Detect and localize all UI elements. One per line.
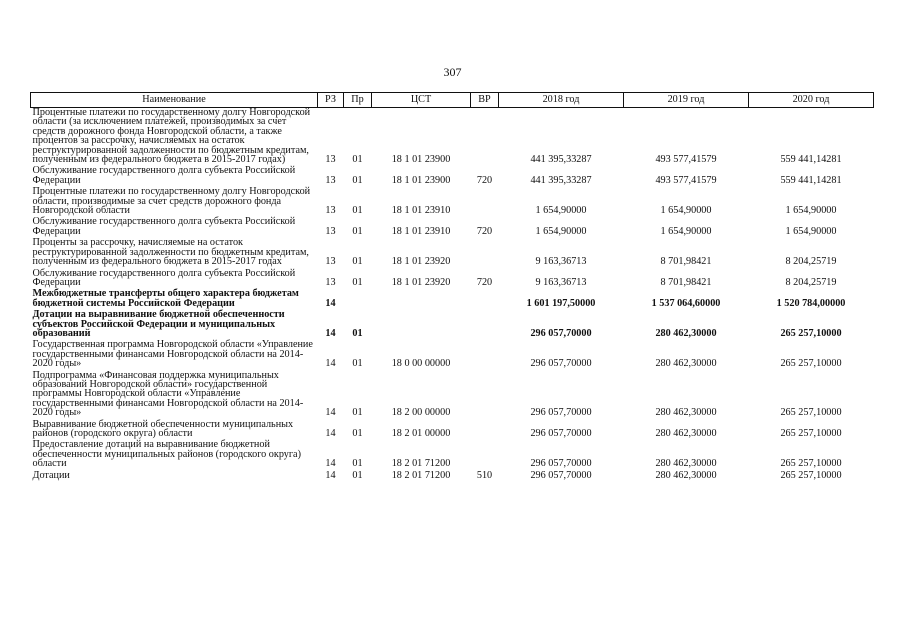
row-rz: 14	[325, 407, 336, 419]
row-value-2019: 1 537 064,60000	[651, 297, 721, 309]
table-row	[31, 187, 874, 217]
row-value-2020: 1 654,90000	[785, 205, 837, 217]
header-2019: 2019 год	[624, 93, 749, 108]
budget-table	[30, 92, 874, 482]
table-body	[31, 108, 874, 483]
row-value-2019: 493 577,41579	[655, 174, 717, 186]
row-name: Проценты за рассрочку, начисляемые на остаток реструктурированной задолженности по бюджетным кредитам, полученным из федерального бюджета в 2015-2017 годах	[32, 237, 309, 268]
row-rz: 13	[325, 276, 336, 288]
row-value-2020: 8 204,25719	[785, 256, 837, 268]
row-name: Обслуживание государственного долга субъекта Российской Федерации	[32, 216, 296, 237]
table-header-row	[31, 93, 874, 108]
row-rz: 14	[325, 428, 336, 439]
row-value-2020: 8 204,25719	[785, 276, 837, 288]
row-value-2018: 296 057,70000	[530, 469, 592, 481]
row-value-2019: 280 462,30000	[655, 407, 717, 419]
row-cst: 18 1 01 23910	[391, 205, 451, 217]
table-row	[31, 471, 874, 482]
row-vr	[471, 310, 499, 340]
row-value-2018: 296 057,70000	[530, 458, 592, 470]
row-value-2020: 265 257,10000	[780, 327, 842, 339]
row-vr: 720	[476, 276, 493, 288]
row-value-2020: 265 257,10000	[780, 407, 842, 419]
row-pr: 01	[352, 469, 363, 481]
row-value-2018: 441 395,33287	[530, 174, 592, 186]
row-vr	[471, 108, 499, 167]
row-value-2019: 280 462,30000	[655, 327, 717, 339]
row-pr: 01	[352, 407, 363, 419]
row-vr	[471, 371, 499, 420]
row-name: Обслуживание государственного долга субъекта Российской Федерации	[32, 165, 296, 186]
row-value-2020: 1 654,90000	[785, 225, 837, 237]
row-rz: 14	[325, 358, 336, 370]
table-row	[31, 340, 874, 370]
row-cst	[372, 289, 471, 310]
row-rz: 14	[325, 297, 336, 309]
row-pr: 01	[352, 358, 363, 370]
header-2018: 2018 год	[499, 93, 624, 108]
row-cst: 18 1 01 23900	[391, 174, 451, 186]
table-row	[31, 108, 874, 167]
row-value-2019: 280 462,30000	[655, 428, 717, 439]
row-cst: 18 2 01 71200	[391, 469, 451, 481]
table-row	[31, 166, 874, 187]
row-rz: 13	[325, 256, 336, 268]
header-vr: ВР	[471, 93, 499, 108]
row-value-2019: 8 701,98421	[660, 256, 712, 268]
row-name: Государственная программа Новгородской области «Управление государственными финансами Новгородской области на 2014-2020 годы»	[32, 339, 313, 370]
row-pr: 01	[352, 256, 363, 268]
table-row	[31, 440, 874, 470]
row-cst	[372, 310, 471, 340]
row-name: Процентные платежи по государственному долгу Новгородской области (за исключением платежей, производимых за счет средств дорожного фонда Новгородской области, а также процентов за рассрочку, начисляемых на остаток реструктурированной задолженности по бюджетным кредитам, полученным из федерального бюджета в 2015-2017 годах)	[32, 107, 311, 166]
row-vr	[471, 420, 499, 441]
row-value-2018: 1 654,90000	[535, 205, 587, 217]
row-value-2019: 280 462,30000	[655, 358, 717, 370]
row-value-2018: 9 163,36713	[535, 256, 587, 268]
row-pr: 01	[352, 205, 363, 217]
row-vr: 510	[476, 469, 493, 481]
row-value-2018: 296 057,70000	[530, 407, 592, 419]
table-row	[31, 310, 874, 340]
row-value-2018: 296 057,70000	[530, 428, 592, 439]
row-cst: 18 0 00 00000	[391, 358, 451, 370]
table-row	[31, 289, 874, 310]
row-name: Обслуживание государственного долга субъекта Российской Федерации	[32, 267, 296, 288]
header-2020: 2020 год	[749, 93, 874, 108]
row-cst: 18 1 01 23920	[391, 276, 451, 288]
table-row	[31, 420, 874, 441]
table-row	[31, 371, 874, 420]
row-value-2020: 265 257,10000	[780, 358, 842, 370]
header-rz: РЗ	[318, 93, 344, 108]
row-vr	[471, 238, 499, 268]
row-value-2019: 1 654,90000	[660, 225, 712, 237]
row-value-2018: 1 654,90000	[535, 225, 587, 237]
row-value-2020: 265 257,10000	[780, 428, 842, 439]
header-pr: Пр	[344, 93, 372, 108]
row-rz: 13	[325, 225, 336, 237]
row-cst: 18 1 01 23920	[391, 256, 451, 268]
row-value-2018: 9 163,36713	[535, 276, 587, 288]
row-cst: 18 1 01 23900	[391, 154, 451, 166]
row-value-2019: 280 462,30000	[655, 458, 717, 470]
row-value-2020: 265 257,10000	[780, 469, 842, 481]
row-value-2019: 280 462,30000	[655, 469, 717, 481]
row-pr: 01	[352, 327, 363, 339]
row-vr	[471, 187, 499, 217]
row-rz: 14	[325, 458, 336, 470]
row-name: Предоставление дотаций на выравнивание бюджетной обеспеченности муниципальных районов (городского округа) области	[32, 439, 301, 470]
row-rz: 13	[325, 205, 336, 217]
header-cst: ЦСТ	[372, 93, 471, 108]
row-pr	[344, 289, 372, 310]
row-value-2019: 8 701,98421	[660, 276, 712, 288]
row-value-2020: 559 441,14281	[780, 174, 842, 186]
page-number: 307	[443, 65, 462, 79]
row-cst: 18 1 01 23910	[391, 225, 451, 237]
row-value-2018: 441 395,33287	[530, 154, 592, 166]
row-value-2020: 559 441,14281	[780, 154, 842, 166]
row-vr	[471, 440, 499, 470]
row-value-2018: 1 601 197,50000	[526, 297, 596, 309]
header-name: Наименование	[31, 93, 318, 108]
row-name: Межбюджетные трансферты общего характера бюджетам бюджетной системы Российской Федерации	[32, 288, 299, 309]
row-name: Выравнивание бюджетной обеспеченности муниципальных районов (городского округа) области	[32, 418, 294, 439]
row-pr: 01	[352, 276, 363, 288]
row-pr: 01	[352, 428, 363, 439]
row-value-2019: 493 577,41579	[655, 154, 717, 166]
row-value-2020: 1 520 784,00000	[776, 297, 846, 309]
row-pr: 01	[352, 458, 363, 470]
row-rz: 13	[325, 174, 336, 186]
row-rz: 13	[325, 154, 336, 166]
row-name: Дотации на выравнивание бюджетной обеспеченности субъектов Российской Федерации и муниципальных образований	[32, 309, 285, 339]
row-vr	[471, 289, 499, 310]
row-pr: 01	[352, 154, 363, 166]
row-pr: 01	[352, 225, 363, 237]
row-cst: 18 2 01 71200	[391, 458, 451, 470]
row-vr: 720	[476, 174, 493, 186]
row-name: Подпрограмма «Финансовая поддержка муниципальных образований Новгородской области» государственной программы Новгородской области «Управление государственными финансами Новгородской области на 2014-2020 годы»	[32, 369, 304, 419]
row-rz: 14	[325, 327, 336, 339]
row-value-2020: 265 257,10000	[780, 458, 842, 470]
row-vr: 720	[476, 225, 493, 237]
row-value-2019: 1 654,90000	[660, 205, 712, 217]
row-vr	[471, 340, 499, 370]
row-pr: 01	[352, 174, 363, 186]
table-row	[31, 269, 874, 290]
row-rz: 14	[325, 469, 336, 481]
row-cst: 18 2 00 00000	[391, 407, 451, 419]
row-cst: 18 2 01 00000	[391, 428, 451, 439]
row-value-2018: 296 057,70000	[530, 358, 592, 370]
row-name: Дотации	[32, 469, 70, 481]
table-row	[31, 238, 874, 268]
row-name: Процентные платежи по государственному долгу Новгородской области, производимые за счет средств дорожного фонда Новгородской области	[32, 186, 311, 217]
row-value-2018: 296 057,70000	[530, 327, 592, 339]
table-row	[31, 217, 874, 238]
